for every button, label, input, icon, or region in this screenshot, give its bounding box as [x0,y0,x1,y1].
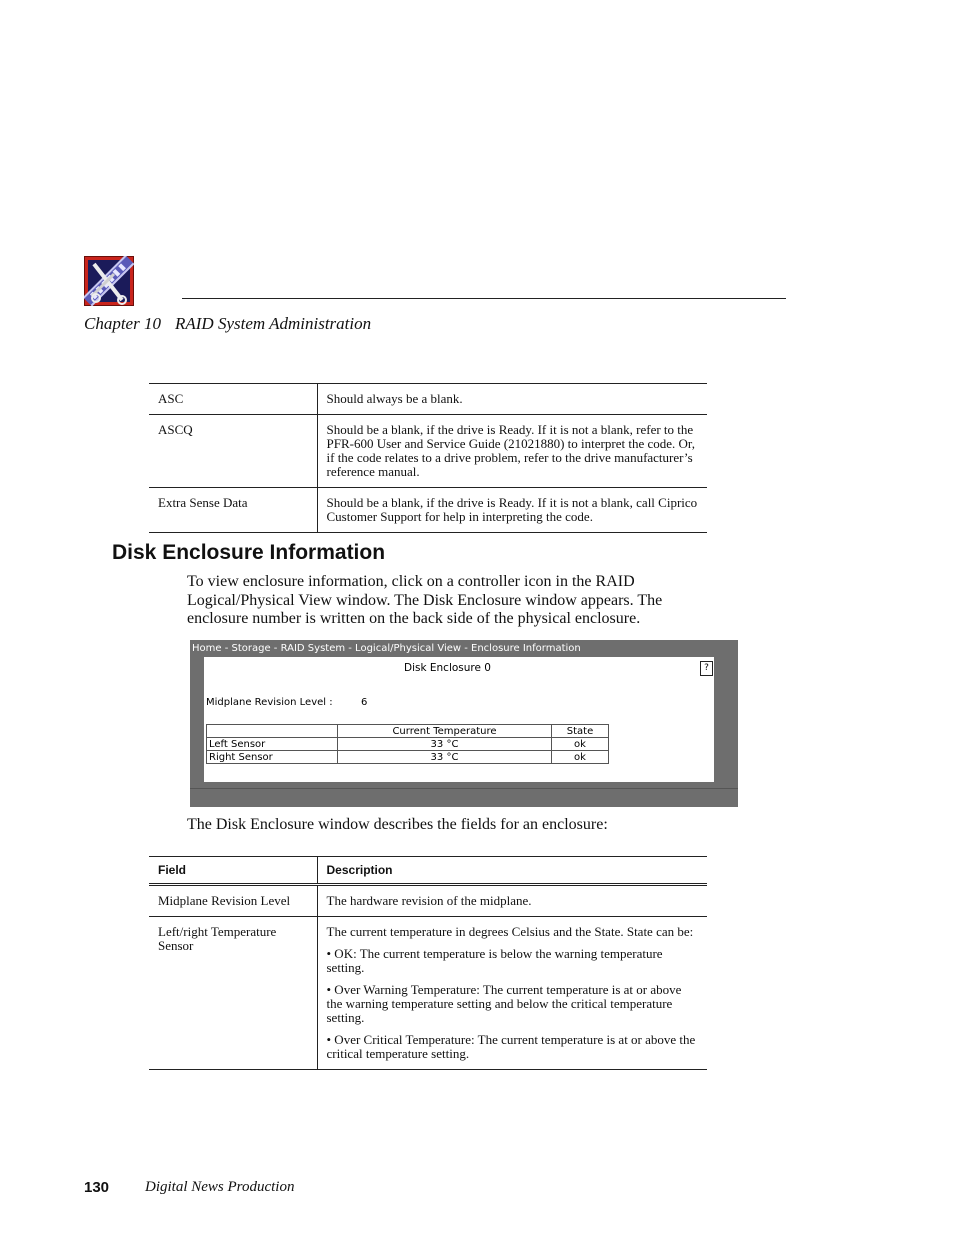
disk-enclosure-screenshot [190,640,738,806]
description-paragraph: The current temperature in degrees Celsius and the State. State can be: [326,924,694,939]
enclosure-panel [204,657,714,782]
description-line: The Disk Enclosure window describes the fields for an enclosure: [187,816,608,833]
field-cell: ASC [149,384,317,415]
table-row [149,488,707,533]
sensor-name: Right Sensor [207,751,338,764]
table-row [149,384,707,415]
enclosure-title: Disk Enclosure 0 [404,662,491,674]
chapter-label: Chapter 10 [84,314,161,333]
field-cell: Midplane Revision Level [149,885,317,917]
table-row [149,917,707,1070]
intro-paragraph: To view enclosure information, click on a controller icon in the RAID Logical/Physical View window. The Disk Enclosure window appears. The enclosure number is written on the back side of the physical enclosure. [187,573,663,627]
sensor-temperature: 33 °C [338,738,552,751]
bullet-item: • OK: The current temperature is below the warning temperature setting. [326,946,663,975]
breadcrumb[interactable]: Home - Storage - RAID System - Logical/Physical View - Enclosure Information [192,643,581,654]
publication-title: Digital News Production [145,1179,295,1195]
sensor-temperature: 33 °C [338,751,552,764]
description-cell: Should always be a blank. [326,391,463,406]
section-heading: Disk Enclosure Information [112,541,386,564]
table-row [207,751,609,764]
table-header-row [149,857,707,885]
description-paragraph: The hardware revision of the midplane. [326,893,532,908]
table-row [207,738,609,751]
header-cell-sensor [207,725,338,738]
description-cell: Should be a blank, if the drive is Ready. If it is not a blank, refer to the PFR-600 User and Service Guide (21021880) to interpret the code. Or, if the code relates to a drive problem, refer to the drive manufacturer’s reference manual. [317,415,707,488]
midplane-label: Midplane Revision Level : [206,697,333,708]
header-rule [182,298,786,299]
help-page-icon[interactable] [700,661,713,676]
help-glyph: ? [704,663,709,673]
field-cell: Left/right Temperature Sensor [149,917,317,1070]
page-number: 130 [84,1179,110,1196]
bullet-item: • Over Critical Temperature: The current temperature is at or above the critical temperature setting. [326,1032,696,1061]
film-scissors-logo-icon [84,256,134,306]
sensor-state: ok [552,751,609,764]
header-cell-field: Field [149,857,317,885]
description-cell: Should be a blank, if the drive is Ready. If it is not a blank, call Ciprico Customer Support for help in interpreting the code. [317,488,707,533]
chapter-title: RAID System Administration [174,314,372,333]
sensor-name: Left Sensor [207,738,338,751]
midplane-value: 6 [361,697,368,708]
field-cell: Extra Sense Data [149,488,317,533]
bullet-item: • Over Warning Temperature: The current temperature is at or above the warning temperature setting and below the critical temperature setting. [326,982,682,1025]
description-cell [317,885,707,917]
sense-data-table [149,383,707,533]
sensor-table [206,724,609,764]
description-cell [317,917,707,1070]
header-cell-temperature: Current Temperature [338,725,552,738]
enclosure-fields-table [149,856,707,1070]
field-cell: ASCQ [149,415,317,488]
header-cell-description: Description [317,857,707,885]
table-row [149,415,707,488]
table-row [149,885,707,917]
screenshot-status-bar [190,788,738,807]
header-cell-state: State [552,725,609,738]
sensor-state: ok [552,738,609,751]
table-header-row [207,725,609,738]
chapter-heading [84,314,371,334]
